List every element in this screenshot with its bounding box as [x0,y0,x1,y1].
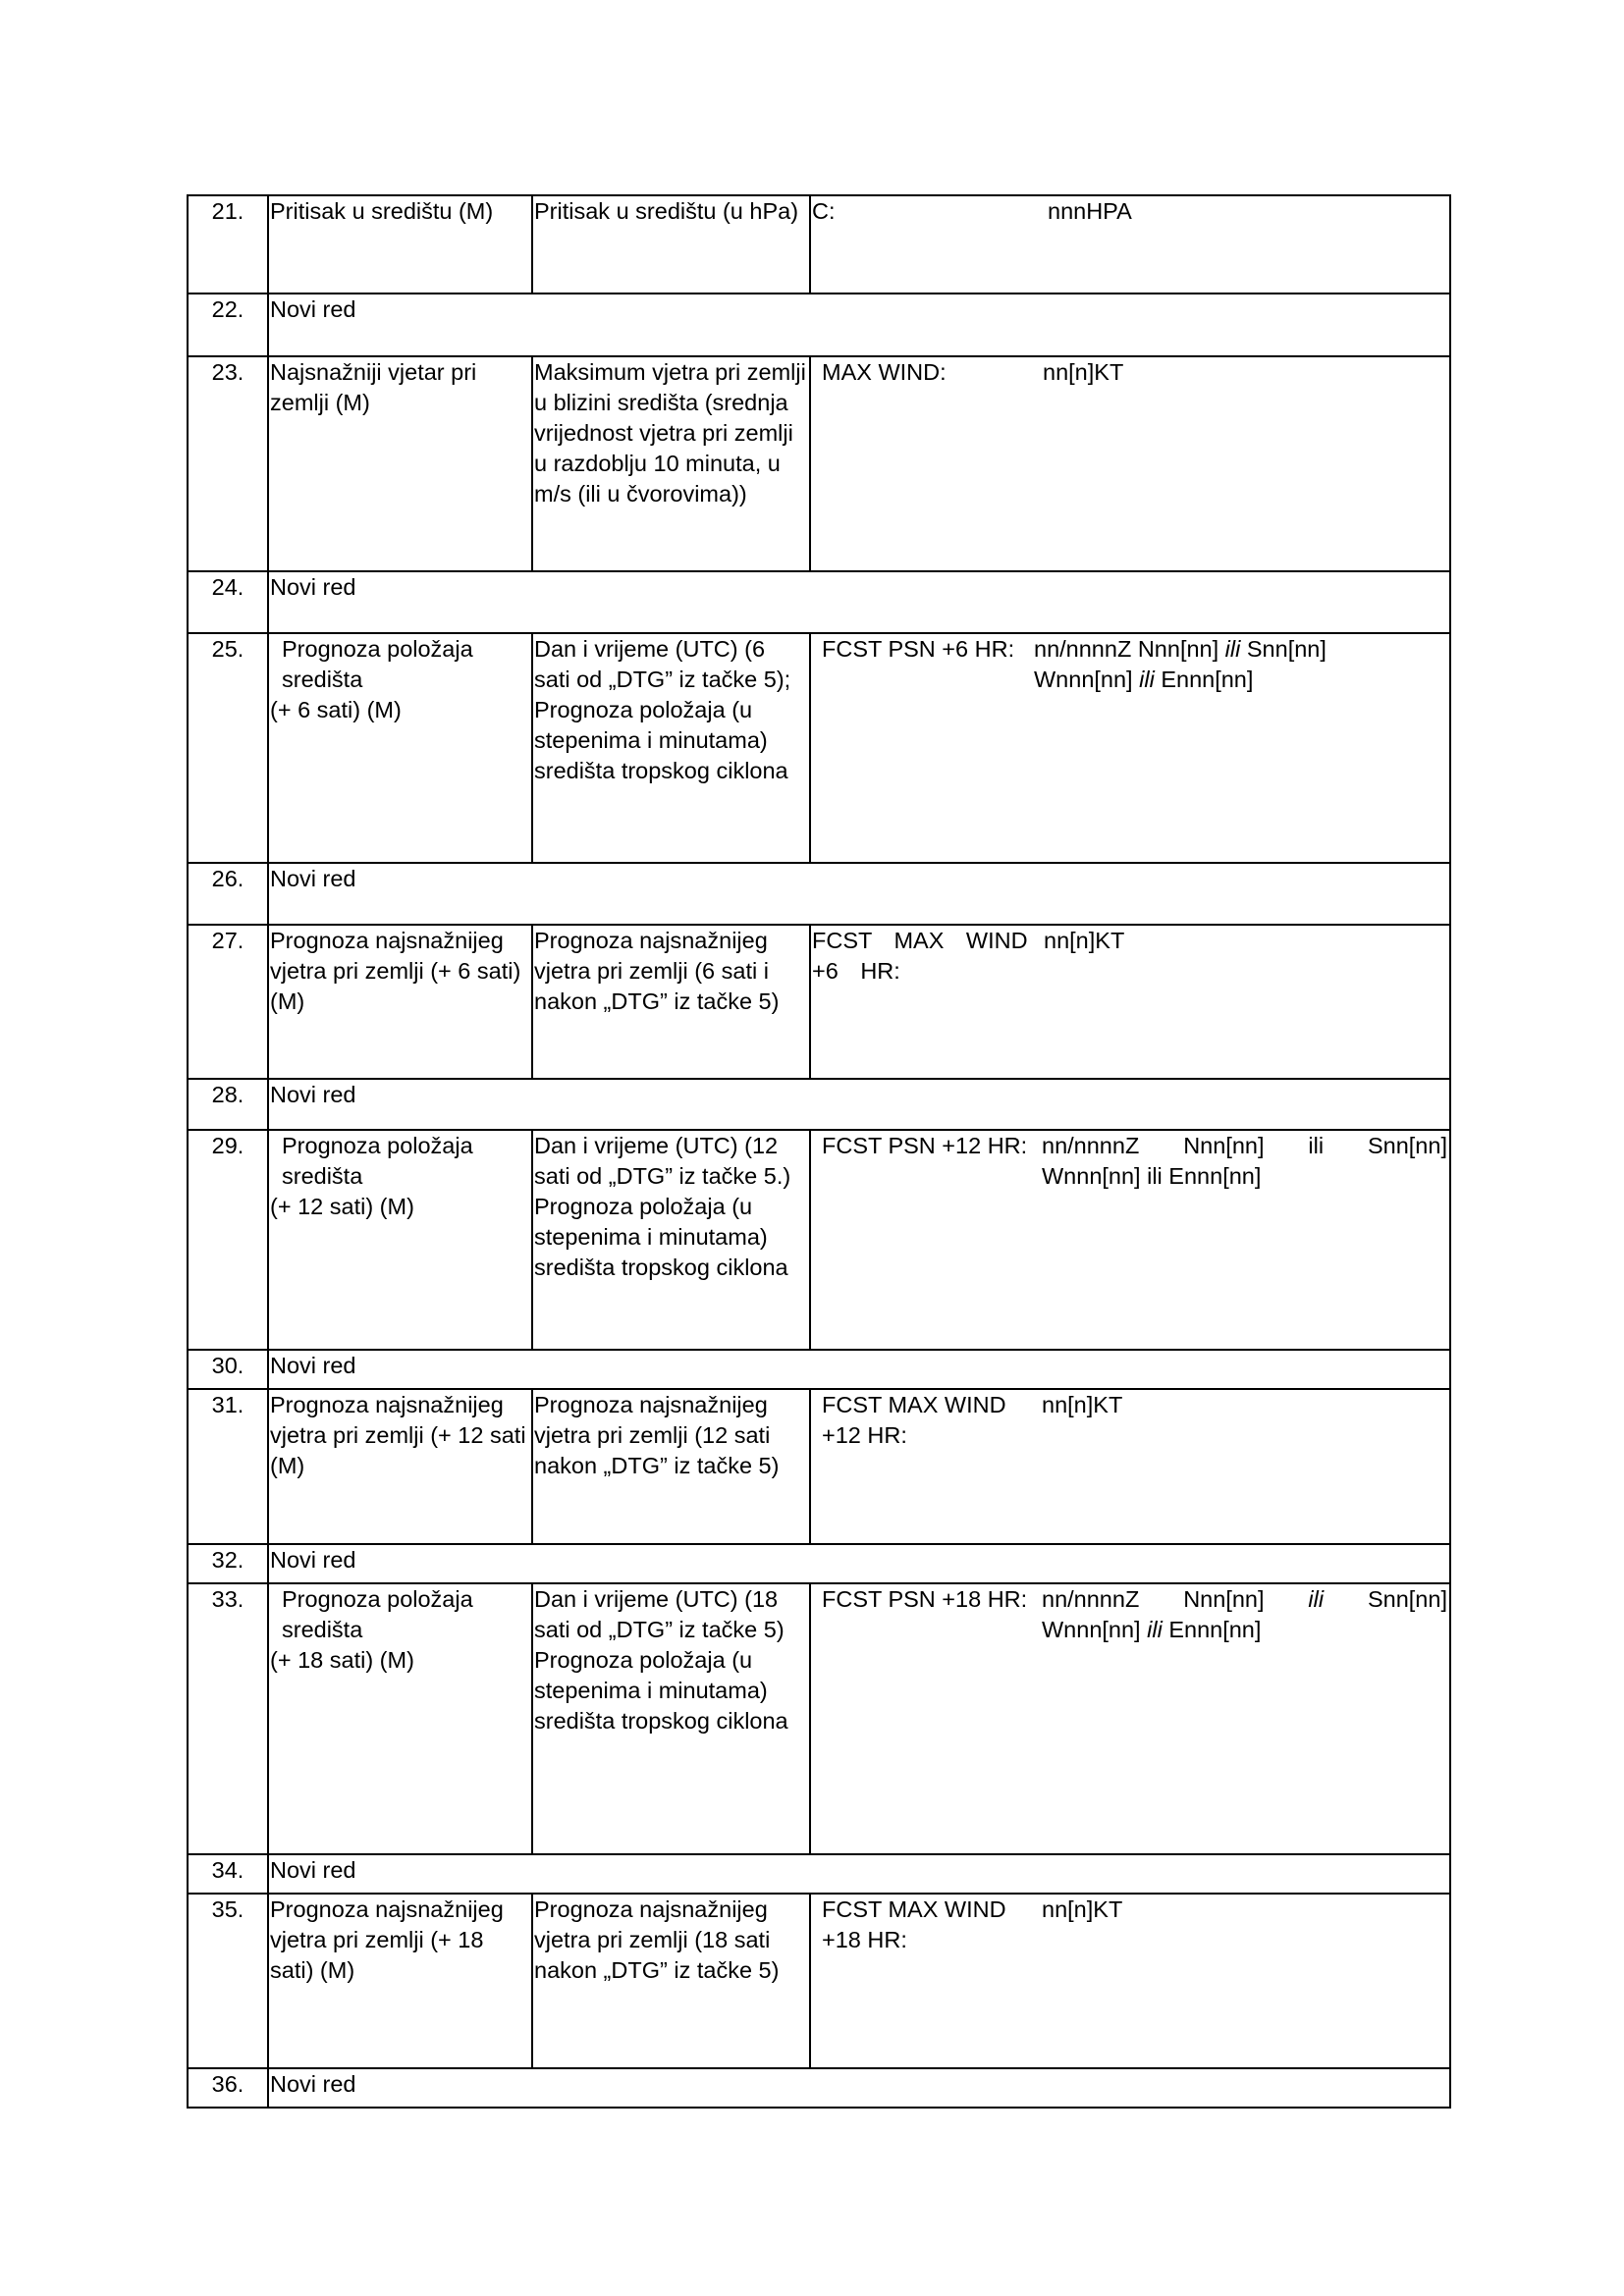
element-name-line: Prognoza položaja [282,1586,473,1612]
row-number: 28. [188,1079,268,1130]
row-number: 31. [188,1389,268,1544]
row-number: 24. [188,571,268,633]
new-line-label: Novi red [268,2068,1450,2108]
table-row [188,356,1450,571]
element-template [810,633,1450,863]
template-value: nn[n]KT [1042,1896,1123,1922]
element-template [810,356,1450,571]
element-name: Prognoza najsnažnijeg vjetra pri zemlji (+ 6 sati) (M) [268,925,532,1079]
new-line-label: Novi red [268,1079,1450,1130]
row-number: 33. [188,1583,268,1854]
element-name: Pritisak u središtu (M) [268,195,532,294]
template-label: FCST PSN +12 HR: [822,1133,1028,1158]
element-name: Prognoza najsnažnijeg vjetra pri zemlji (+ 18 sati) (M) [268,1894,532,2068]
table-row [188,1130,1450,1350]
element-template [810,1130,1450,1350]
row-number: 36. [188,2068,268,2108]
table-row [188,1894,1450,2068]
row-number: 22. [188,294,268,356]
element-name [268,1583,532,1854]
new-line-label: Novi red [268,863,1450,925]
element-template [810,1389,1450,1544]
table-row [188,294,1450,356]
element-name-line: (+ 6 sati) (M) [270,697,402,722]
content-table [187,194,1451,2109]
template-label: MAX WIND: [822,359,947,385]
element-name-line: (+ 12 sati) (M) [270,1194,414,1219]
element-template [810,1583,1450,1854]
template-value: nn/nnnnZ Nnn[nn] ili Snn[nn] Wnnn[nn] ili Ennn[nn] [1042,1133,1447,1189]
row-number: 23. [188,356,268,571]
table-row [188,1389,1450,1544]
new-line-label: Novi red [268,1350,1450,1389]
element-description: Prognoza najsnažnijeg vjetra pri zemlji (18 sati nakon „DTG” iz tačke 5) [532,1894,810,2068]
row-number: 29. [188,1130,268,1350]
element-description: Dan i vrijeme (UTC) (12 sati od „DTG” iz tačke 5.) Prognoza položaja (u stepenima i minutama) središta tropskog ciklona [532,1130,810,1350]
table-row [188,925,1450,1079]
table-row [188,2068,1450,2108]
table-row [188,863,1450,925]
template-label: FCST PSN +18 HR: [822,1586,1028,1612]
element-name [268,633,532,863]
template-value: nn/nnnnZ Nnn[nn] ili Snn[nn] Wnnn[nn] ili Ennn[nn] [1042,1586,1447,1642]
template-value: nn[n]KT [1042,1392,1123,1417]
template-value: nn[n]KT [1043,359,1124,385]
row-number: 35. [188,1894,268,2068]
template-label: FCST PSN +6 HR: [822,636,1015,662]
template-value: nnnHPA [1048,198,1132,224]
table-row [188,1350,1450,1389]
new-line-label: Novi red [268,1544,1450,1583]
element-template [810,1894,1450,2068]
row-number: 26. [188,863,268,925]
row-number: 30. [188,1350,268,1389]
template-label: C: [812,198,836,224]
element-description: Dan i vrijeme (UTC) (6 sati od „DTG” iz tačke 5); Prognoza položaja (u stepenima i minutama) središta tropskog ciklona [532,633,810,863]
table-row [188,1583,1450,1854]
element-description: Dan i vrijeme (UTC) (18 sati od „DTG” iz tačke 5) Prognoza položaja (u stepenima i minutama) središta tropskog ciklona [532,1583,810,1854]
template-value: nn[n]KT [1044,928,1125,953]
row-number: 25. [188,633,268,863]
row-number: 27. [188,925,268,1079]
element-name-line: središta [282,1163,363,1189]
new-line-label: Novi red [268,1854,1450,1894]
element-name-line: (+ 18 sati) (M) [270,1647,414,1673]
template-label: FCST MAX WIND +6 HR: [812,928,1028,984]
element-name-line: središta [282,667,363,692]
new-line-label: Novi red [268,294,1450,356]
element-name: Najsnažniji vjetar pri zemlji (M) [268,356,532,571]
element-name: Prognoza najsnažnijeg vjetra pri zemlji (+ 12 sati (M) [268,1389,532,1544]
element-description: Prognoza najsnažnijeg vjetra pri zemlji (6 sati i nakon „DTG” iz tačke 5) [532,925,810,1079]
element-template [810,195,1450,294]
table-row [188,633,1450,863]
template-label: FCST MAX WIND +12 HR: [822,1392,1006,1448]
element-description: Prognoza najsnažnijeg vjetra pri zemlji (12 sati nakon „DTG” iz tačke 5) [532,1389,810,1544]
row-number: 34. [188,1854,268,1894]
new-line-label: Novi red [268,571,1450,633]
table-row [188,571,1450,633]
element-name-line: središta [282,1617,363,1642]
table-row [188,1079,1450,1130]
row-number: 32. [188,1544,268,1583]
element-template [810,925,1450,1079]
element-name-line: Prognoza položaja [282,1133,473,1158]
row-number: 21. [188,195,268,294]
table-row [188,195,1450,294]
element-name-line: Prognoza položaja [282,636,473,662]
element-description: Maksimum vjetra pri zemlji u blizini središta (srednja vrijednost vjetra pri zemlji u razdoblju 10 minuta, u m/s (ili u čvorovima)) [532,356,810,571]
element-name [268,1130,532,1350]
table-row [188,1854,1450,1894]
template-label: FCST MAX WIND +18 HR: [822,1896,1006,1952]
element-description: Pritisak u središtu (u hPa) [532,195,810,294]
table-row [188,1544,1450,1583]
template-value: nn/nnnnZ Nnn[nn] ili Snn[nn] Wnnn[nn] ili Ennn[nn] [1034,636,1326,692]
